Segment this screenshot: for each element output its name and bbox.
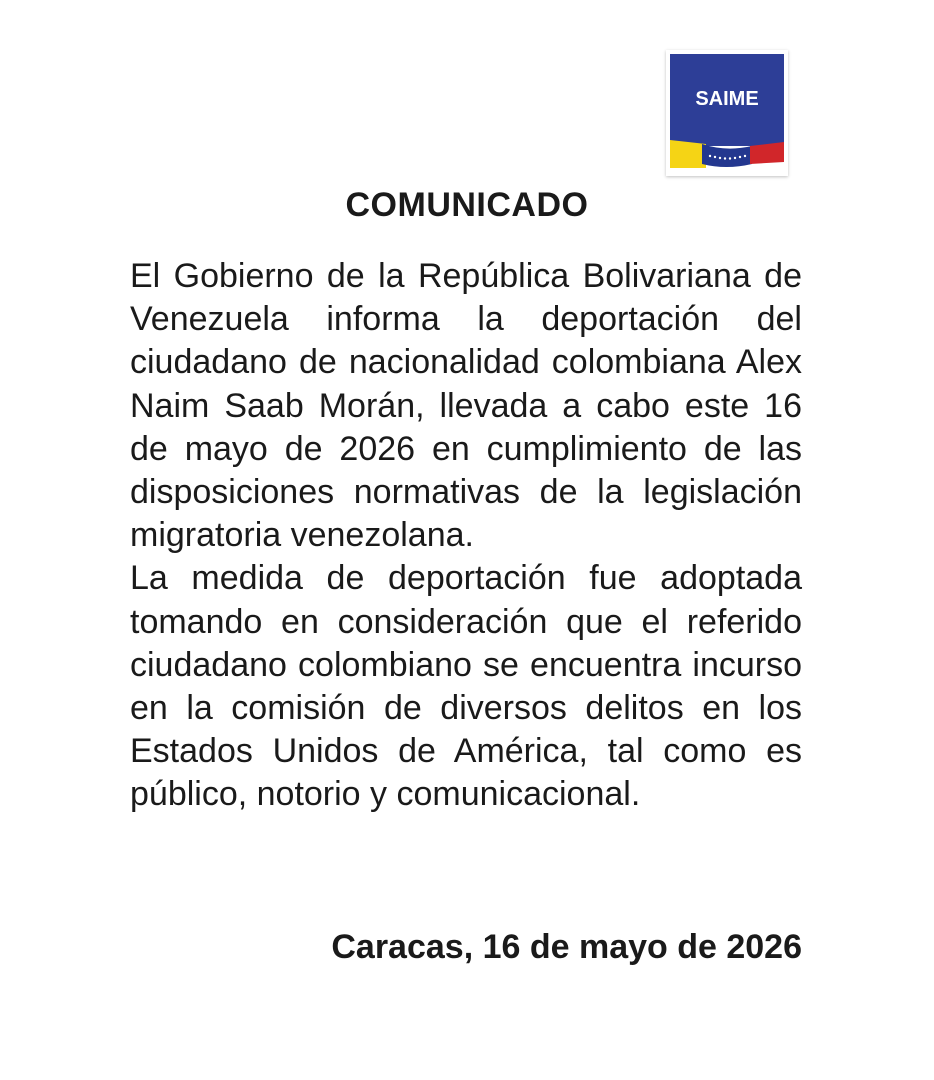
document-body [130, 255, 802, 817]
place-and-date: Caracas, 16 de mayo de 2026 [331, 928, 802, 966]
body-paragraph-1: El Gobierno de la República Bolivariana de Venezuela informa la deportación del ciudadano de nacionalidad colombiana Alex Naim Saab Morán, llevada a cabo este 16 de mayo de 2026 en cumplimiento de las disposiciones normativas de la legislación migratoria venezolana. [130, 257, 802, 555]
logo-text: SAIME [695, 88, 759, 110]
document-title: COMUNICADO [345, 186, 589, 224]
saime-logo [666, 50, 788, 176]
saime-logo-graphic [666, 50, 788, 176]
body-paragraph-2: La medida de deportación fue adoptada tomando en consideración que el referido ciudadano colombiano se encuentra incurso en la comisión de diversos delitos en los Estados Unidos de América, tal como es público, notorio y comunicacional. [130, 559, 802, 814]
